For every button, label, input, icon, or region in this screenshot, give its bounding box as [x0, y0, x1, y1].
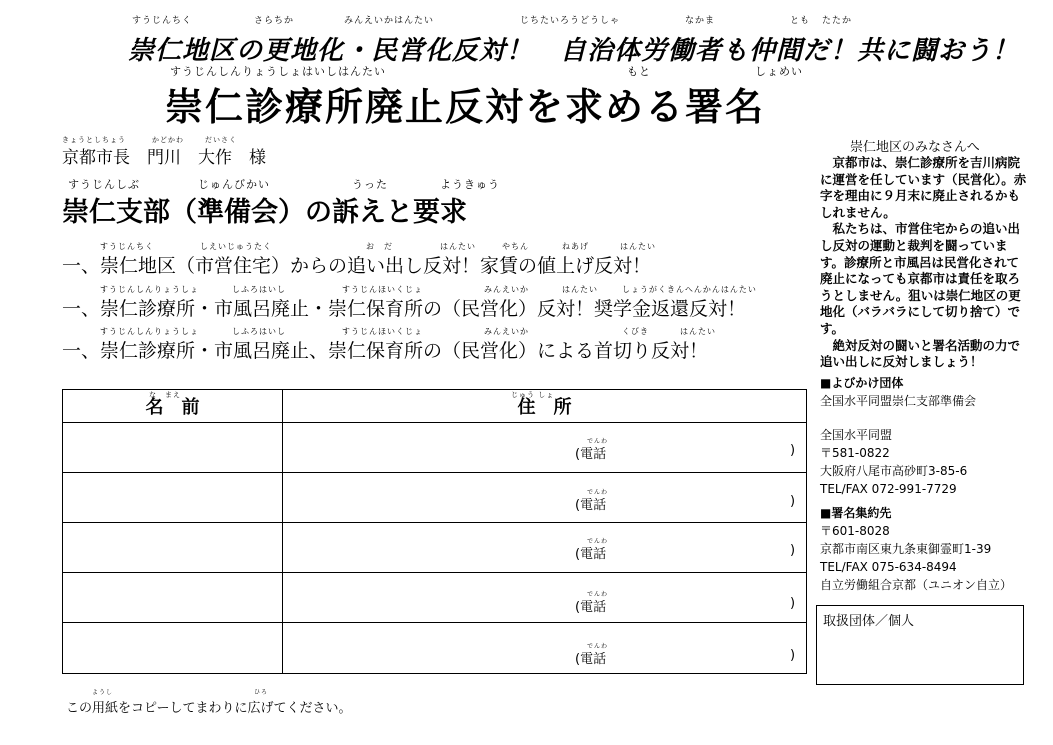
phone-close-paren: )	[790, 648, 796, 663]
signature-table	[62, 389, 807, 674]
slogan-ruby-2: さらちか	[254, 16, 295, 26]
title-ruby-2: もと	[627, 65, 651, 78]
caller-label: ■よびかけ団体	[820, 376, 904, 390]
handler-label: 取扱団体／個人	[823, 614, 915, 629]
collect-label: ■署名集約先	[820, 506, 892, 520]
phone-label: (電話	[575, 447, 607, 462]
collect-name: 自立労働組合京都（ユニオン自立）	[820, 578, 1013, 592]
demand-3-ruby-3: すうじんほいくじょ	[342, 327, 423, 336]
slogan-ruby-3: みんえいかはんたい	[344, 16, 435, 26]
org-zip: 〒581-0822	[820, 446, 890, 460]
phone-close-paren: )	[790, 443, 796, 458]
demand-1-ruby-7: はんたい	[620, 242, 656, 251]
handler-box	[816, 605, 1024, 685]
phone-ruby: でんわ	[587, 538, 609, 545]
demands-heading-ruby-1: すうじんしぶ	[68, 178, 140, 191]
demand-1-ruby-1: すうじんちく	[100, 242, 154, 251]
slogan: 崇仁地区の更地化・民営化反対！ 自治体労働者も仲間だ！共に闘おう！	[128, 36, 1020, 66]
demand-2-ruby-3: すうじんほいくじょ	[342, 285, 423, 294]
table-row-divider	[63, 622, 806, 623]
demand-item-2: 一、崇仁診療所・市風呂廃止・崇仁保育所の（民営化）反対！奨学金返還反対！	[62, 298, 747, 320]
address-column-header: 住 所	[517, 397, 572, 418]
caller-name: 全国水平同盟崇仁支部準備会	[820, 394, 977, 408]
slogan-ruby-1: すうじんちく	[132, 16, 193, 26]
demands-heading-ruby-3: うった	[352, 178, 388, 191]
collect-zip: 〒601-8028	[820, 524, 890, 538]
addressee-ruby-3: だいさく	[205, 136, 237, 144]
org-address: 大阪府八尾市高砂町3-85-6	[820, 464, 968, 478]
collect-address: 京都市南区東九条東御霊町1-39	[820, 542, 992, 556]
slogan-ruby-5: なかま	[685, 16, 716, 26]
phone-ruby: でんわ	[587, 489, 609, 496]
table-row-divider	[63, 472, 806, 473]
demand-2-ruby-6: しょうがくきんへんかんはんたい	[622, 285, 757, 294]
demand-1-ruby-3: お だ	[366, 242, 393, 251]
organizer-info	[820, 374, 1040, 594]
name-column-header: 名 前	[145, 397, 200, 418]
demand-item-3: 一、崇仁診療所・市風呂廃止、崇仁保育所の（民営化）による首切り反対！	[62, 340, 709, 362]
addressee-ruby-2: かどかわ	[152, 136, 184, 144]
notice-paragraph: 京都市は、崇仁診療所を吉川病院に運営を任しています（民営化）。赤字を理由に９月末に廃止されるかもしれません。	[820, 155, 1027, 220]
notice-paragraph: 私たちは、市営住宅からの追い出し反対の運動と裁判を闘っています。診療所と市風呂は民営化されて廃止になっても京都市は責任を取ろうとしません。狙いは崇仁地区の更地化（バラバラにして切り捨て）です。	[820, 221, 1021, 336]
slogan-ruby-6: とも	[790, 16, 811, 26]
demand-3-ruby-4: みんえいか	[484, 327, 529, 336]
demand-1-ruby-6: ねあげ	[562, 242, 589, 251]
phone-close-paren: )	[790, 494, 796, 509]
demand-1-ruby-5: やちん	[502, 242, 529, 251]
demands-heading-ruby-2: じゅんびかい	[198, 178, 270, 191]
demand-1-ruby-4: はんたい	[440, 242, 476, 251]
demands-heading: 崇仁支部（準備会）の訴えと要求	[62, 197, 467, 228]
footer-ruby-1: ようし	[92, 689, 114, 696]
demand-2-ruby-4: みんえいか	[484, 285, 529, 294]
table-row-divider	[63, 422, 806, 423]
slogan-ruby-4: じちたいろうどうしゃ	[520, 16, 621, 26]
slogan-ruby-7: たたか	[822, 16, 853, 26]
addressee: 京都市長 門川 大作 様	[62, 148, 266, 168]
demand-3-ruby-1: すうじんしんりょうしょ	[100, 327, 199, 336]
phone-label: (電話	[575, 600, 607, 615]
phone-ruby: でんわ	[587, 438, 609, 445]
phone-close-paren: )	[790, 543, 796, 558]
demands-heading-ruby-4: ようきゅう	[440, 178, 500, 191]
demand-2-ruby-1: すうじんしんりょうしょ	[100, 285, 199, 294]
column-divider	[282, 390, 283, 673]
org-tel: TEL/FAX 072-991-7729	[820, 482, 957, 496]
org-name: 全国水平同盟	[820, 428, 893, 442]
address-header-ruby: じゅう しょ	[511, 391, 555, 399]
phone-close-paren: )	[790, 596, 796, 611]
title-ruby-1: すうじんしんりょうしょはいしはんたい	[170, 65, 386, 78]
demand-2-ruby-2: しふろはいし	[232, 285, 286, 294]
collect-tel: TEL/FAX 075-634-8494	[820, 560, 957, 574]
phone-label: (電話	[575, 547, 607, 562]
demand-3-ruby-2: しふろはいし	[232, 327, 286, 336]
notice-paragraph: 絶対反対の闘いと署名活動の力で追い出しに反対しましょう！	[820, 337, 1021, 370]
title-ruby-3: しょめい	[755, 65, 803, 78]
demand-3-ruby-5: くびき	[622, 327, 649, 336]
phone-ruby: でんわ	[587, 643, 609, 650]
footer-note: この用紙をコピーしてまわりに広げてください。	[66, 701, 352, 716]
notice-body	[820, 155, 1030, 371]
notice-title: 崇仁地区のみなさんへ	[850, 140, 980, 155]
name-header-ruby: な まえ	[149, 391, 181, 399]
demand-3-ruby-6: はんたい	[680, 327, 716, 336]
phone-label: (電話	[575, 652, 607, 667]
demand-item-1: 一、崇仁地区（市営住宅）からの追い出し反対！家賃の値上げ反対！	[62, 255, 652, 277]
footer-ruby-2: ひろ	[254, 689, 269, 696]
table-row-divider	[63, 522, 806, 523]
addressee-ruby-1: きょうとしちょう	[62, 136, 126, 144]
phone-ruby: でんわ	[587, 591, 609, 598]
table-row-divider	[63, 572, 806, 573]
phone-label: (電話	[575, 498, 607, 513]
page-title: 崇仁診療所廃止反対を求める署名	[165, 85, 766, 129]
demand-1-ruby-2: しえいじゅうたく	[200, 242, 272, 251]
demand-2-ruby-5: はんたい	[562, 285, 598, 294]
